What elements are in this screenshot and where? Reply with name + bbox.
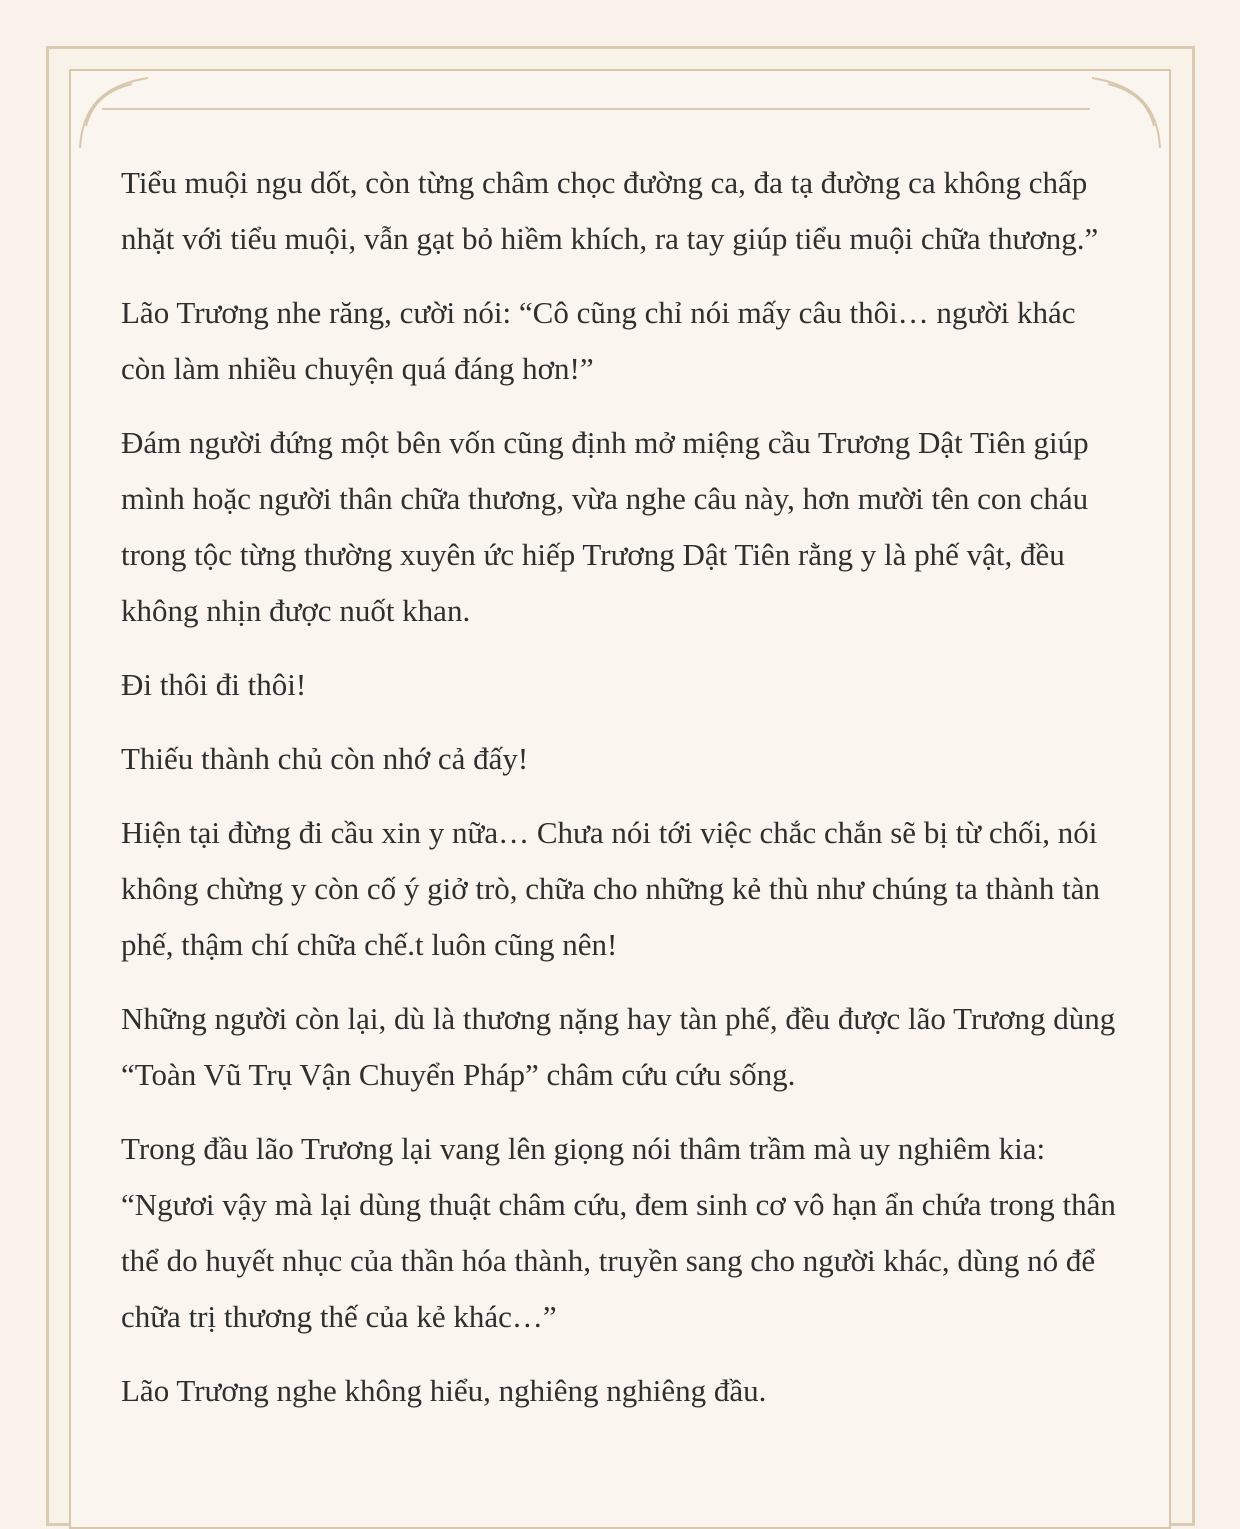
paragraph-1: Tiểu muội ngu dốt, còn từng châm chọc đường ca, đa tạ đường ca không chấp nhặt với tiểu muội, vẫn gạt bỏ hiềm khích, ra tay giúp tiểu muội chữa thương.” bbox=[121, 165, 1099, 256]
paragraph-5: Thiếu thành chủ còn nhớ cả đấy! bbox=[121, 741, 529, 776]
paragraph-9: Lão Trương nghe không hiểu, nghiêng nghiêng đầu. bbox=[121, 1373, 767, 1408]
paragraph-6: Hiện tại đừng đi cầu xin y nữa… Chưa nói tới việc chắc chắn sẽ bị từ chối, nói không chừng y còn cố ý giở trò, chữa cho những kẻ thù như chúng ta thành tàn phế, thậm chí chữa chế.t luôn cũng nên! bbox=[121, 815, 1100, 962]
paragraph-3: Đám người đứng một bên vốn cũng định mở miệng cầu Trương Dật Tiên giúp mình hoặc người thân chữa thương, vừa nghe câu này, hơn mười tên con cháu trong tộc từng thường xuyên ức hiếp Trương Dật Tiên rằng y là phế vật, đều không nhịn được nuốt khan. bbox=[121, 425, 1089, 628]
paragraph-7: Những người còn lại, dù là thương nặng hay tàn phế, đều được lão Trương dùng “Toàn Vũ Trụ Vận Chuyển Pháp” châm cứu cứu sống. bbox=[121, 1001, 1116, 1092]
right-corner-ornament-icon bbox=[1090, 74, 1166, 150]
chapter-text bbox=[121, 155, 1121, 1437]
top-divider bbox=[102, 108, 1090, 110]
left-corner-ornament-icon bbox=[74, 74, 150, 150]
paragraph-4: Đi thôi đi thôi! bbox=[121, 667, 307, 702]
paragraph-2: Lão Trương nhe răng, cười nói: “Cô cũng chỉ nói mấy câu thôi… người khác còn làm nhiều chuyện quá đáng hơn!” bbox=[121, 295, 1076, 386]
paragraph-8: Trong đầu lão Trương lại vang lên giọng nói thâm trầm mà uy nghiêm kia: “Ngươi vậy mà lại dùng thuật châm cứu, đem sinh cơ vô hạn ẩn chứa trong thân thể do huyết nhục của thần hóa thành, truyền sang cho người khác, dùng nó để chữa trị thương thế của kẻ khác…” bbox=[121, 1131, 1116, 1334]
